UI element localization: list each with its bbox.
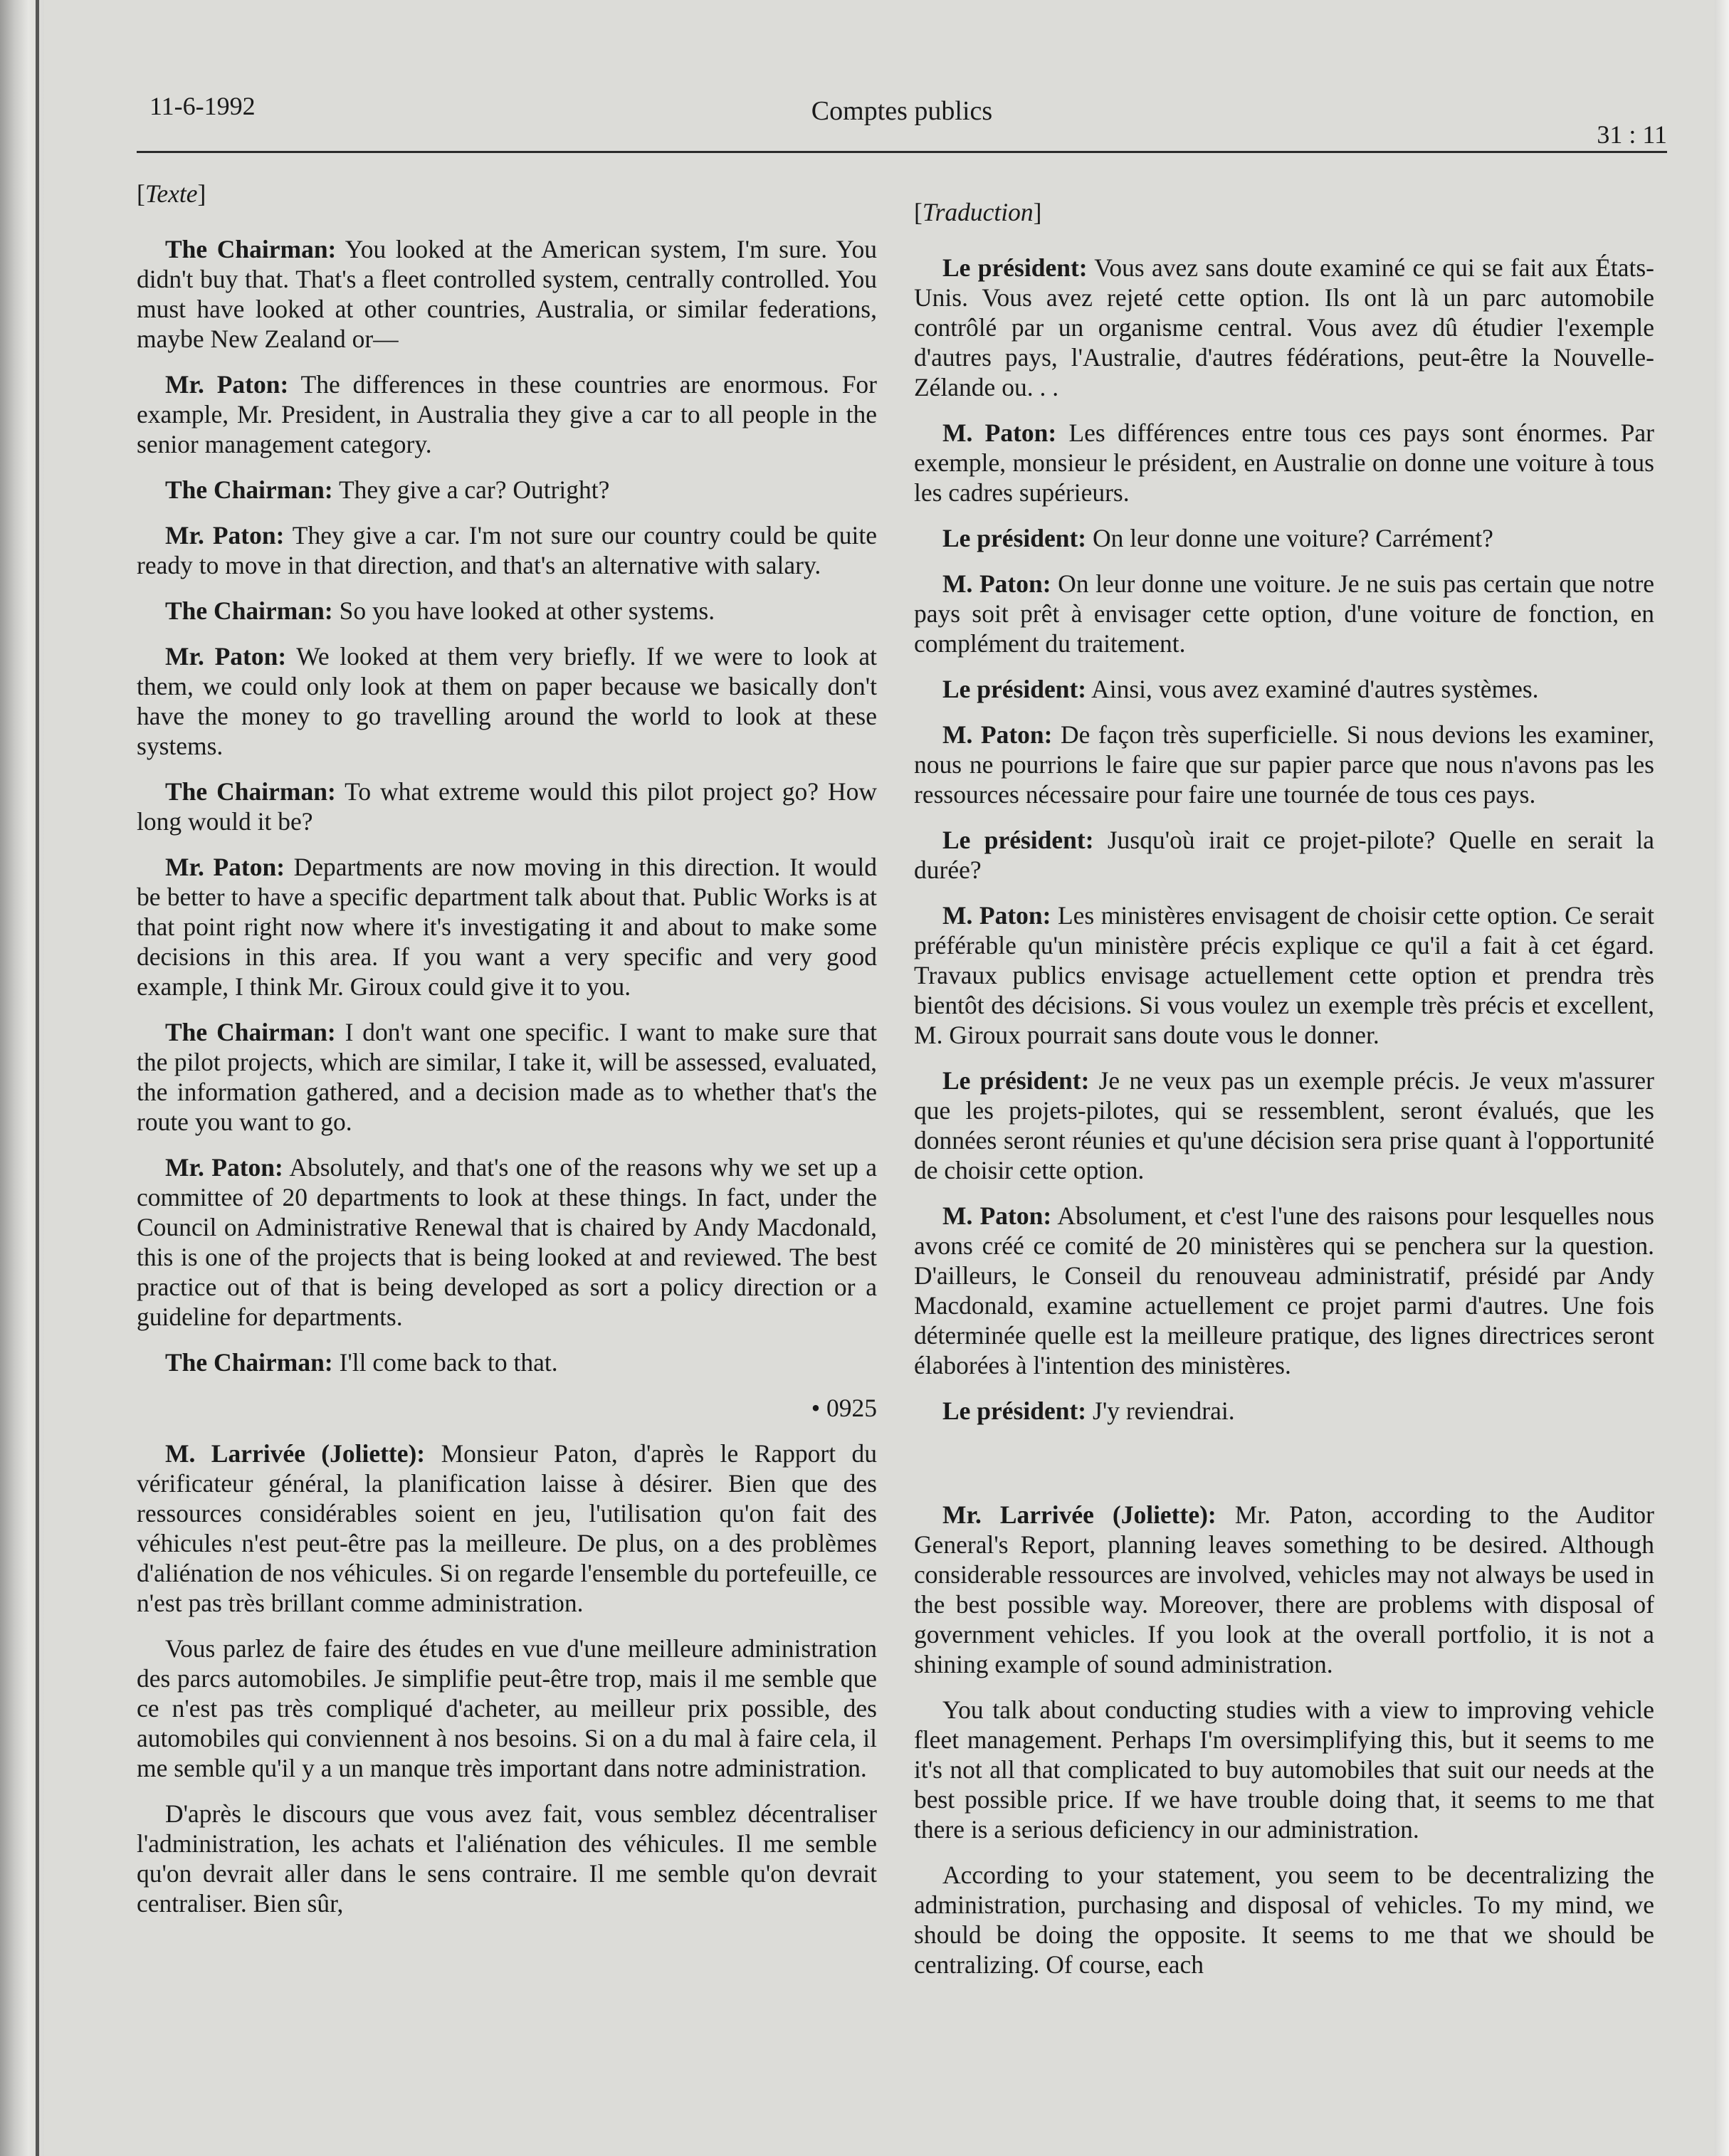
transcript-paragraph <box>914 1860 1654 1979</box>
paragraph-text: On leur donne une voiture? Carrément? <box>1093 524 1493 552</box>
paragraph-text: They give a car. I'm not sure our country could be quite ready to move in that direction, and that's an alternative with salary. <box>137 521 878 579</box>
paragraph-text: I'll come back to that. <box>339 1348 558 1377</box>
transcript-paragraph <box>137 641 877 761</box>
transcript-paragraph <box>137 1439 877 1618</box>
paragraph-text: Vous avez sans doute examiné ce qui se fait aux États-Unis. Vous avez rejeté cette option. Ils ont là un parc automobile contrôlé par un organisme central. Vous avez dû étudier l'exemple d'autres pays, l'Australie, d'autres fédérations, peut-être la Nouvelle-Zélande ou. . . <box>914 253 1654 401</box>
paragraph-text: We looked at them very briefly. If we were to look at them, we could only look at them on paper because we basically don't have the money to go travelling around the world to look at these systems. <box>137 642 877 760</box>
paragraph-text: I don't want one specific. I want to make sure that the pilot projects, which are similar, I take it, will be assessed, evaluated, the information gathered, and a decision made as to whether that's the route you want to go. <box>137 1018 877 1136</box>
speaker-name: Le président: <box>942 253 1088 282</box>
transcript-paragraph <box>914 253 1654 402</box>
speaker-name: Le président: <box>942 1397 1087 1425</box>
transcript-paragraph <box>137 852 877 1001</box>
transcript-paragraph <box>914 900 1654 1050</box>
speaker-name: The Chairman: <box>165 1018 336 1046</box>
transcript-paragraph <box>137 777 877 836</box>
paragraph-text: Absolutely, and that's one of the reasons why we set up a committee of 20 departments to look at these things. In fact, under the Council on Administrative Renewal that is chaired by Andy Macdonald, this is one of the projects that is being looked at and reviewed. The best practice out of that is being developed as sort a policy direction or a guideline for departments. <box>137 1153 877 1331</box>
header-date: 11-6-1992 <box>149 92 256 120</box>
right-paragraphs-after <box>914 1500 1654 1979</box>
speaker-name: M. Paton: <box>942 419 1057 447</box>
right-paragraphs <box>914 253 1654 1426</box>
transcript-paragraph <box>137 1347 877 1377</box>
transcript-paragraph <box>914 418 1654 508</box>
transcript-paragraph <box>914 1500 1654 1679</box>
transcript-paragraph <box>914 674 1654 704</box>
transcript-paragraph <box>914 1201 1654 1380</box>
transcript-paragraph <box>137 475 877 505</box>
transcript-paragraph <box>137 1799 877 1918</box>
left-paragraphs <box>137 234 877 1377</box>
page-binding-edge <box>0 0 44 2156</box>
column-tag: [Texte] <box>137 179 206 208</box>
paragraph-text: Je ne veux pas un exemple précis. Je veux m'assurer que les projets-pilotes, qui se ressemblent, seront évalués, que les données seront réunies et qu'une décision sera prise quant à l'opportunité de choisir cette option. <box>914 1066 1654 1184</box>
speaker-name: Mr. Paton: <box>165 521 285 549</box>
speaker-name: M. Paton: <box>942 1201 1052 1230</box>
paragraph-text: On leur donne une voiture. Je ne suis pas certain que notre pays soit prêt à envisager cette option, d'une voiture de fonction, en complément du traitement. <box>914 569 1654 658</box>
speaker-name: Le président: <box>942 675 1087 703</box>
paragraph-text: You talk about conducting studies with a view to improving vehicle fleet management. Perhaps I'm oversimplifying this, but it seems to me it's not all that complicated to buy automobiles that suit our needs at the best possible price. If we have trouble doing that, it seems to me that there is a serious deficiency in our administration. <box>914 1695 1654 1844</box>
transcript-paragraph <box>137 1634 877 1783</box>
paragraph-text: Vous parlez de faire des études en vue d'une meilleure administration des parcs automobiles. Je simplifie peut-être trop, mais il me semble que ce n'est pas très compliqué d'acheter, au meilleur prix possible, des automobiles qui conviennent à nos besoins. Si on a du mal à faire cela, il me semble qu'il y a un manque très important dans notre administration. <box>137 1634 877 1782</box>
speaker-name: Mr. Larrivée (Joliette): <box>942 1500 1216 1529</box>
paragraph-text: To what extreme would this pilot project go? How long would it be? <box>137 777 877 836</box>
page-header <box>137 85 1667 153</box>
document-page <box>137 85 1667 1979</box>
time-marker: • 0925 <box>811 1394 877 1422</box>
paragraph-text: The differences in these countries are enormous. For example, Mr. President, in Australia they give a car to all people in the senior management category. <box>137 370 878 458</box>
transcript-paragraph <box>914 1695 1654 1844</box>
transcript-paragraph <box>914 825 1654 885</box>
speaker-name: Mr. Paton: <box>165 853 285 881</box>
transcript-paragraph <box>137 520 877 580</box>
transcript-paragraph <box>137 1017 877 1137</box>
header-page-number: 31 : 11 <box>1597 120 1667 149</box>
speaker-name: The Chairman: <box>165 1348 333 1377</box>
transcript-paragraph <box>137 596 877 626</box>
transcript-paragraph <box>137 234 877 354</box>
speaker-name: The Chairman: <box>165 596 333 625</box>
paragraph-text: Departments are now moving in this direction. It would be better to have a specific department talk about that. Public Works is at that point right now where it's investigating it and about to make some decisions in this area. If you want a very specific and very good example, I think Mr. Giroux could give it to you. <box>137 853 878 1001</box>
paragraph-text: Ainsi, vous avez examiné d'autres systèmes. <box>1091 675 1539 703</box>
transcript-paragraph <box>137 369 877 459</box>
speaker-name: Le président: <box>942 524 1087 552</box>
transcript-paragraph <box>914 1066 1654 1185</box>
time-marker-gap <box>914 1441 1654 1500</box>
binding-line <box>36 0 39 2156</box>
paragraph-text: They give a car? Outright? <box>338 475 610 504</box>
right-column <box>914 197 1654 1995</box>
speaker-name: Le président: <box>942 1066 1090 1095</box>
left-paragraphs-after <box>137 1439 877 1918</box>
transcript-paragraph <box>914 523 1654 553</box>
paragraph-text: You looked at the American system, I'm sure. You didn't buy that. That's a fleet controlled system, centrally controlled. You must have looked at other countries, Australia, or similar federations, maybe New Zealand or— <box>137 235 877 353</box>
paragraph-text: De façon très superficielle. Si nous devions les examiner, nous ne pourrions le faire que sur papier parce que nous n'avons pas les ressources nécessaire pour faire une tournée de tous ces pays. <box>914 720 1654 809</box>
paragraph-text: According to your statement, you seem to be decentralizing the administration, purchasing and disposal of vehicles. To my mind, we should be doing the opposite. It seems to me that we should be centralizing. Of course, each <box>914 1861 1654 1979</box>
paragraph-text: Les différences entre tous ces pays sont énormes. Par exemple, monsieur le président, en Australie on donne une voiture à tous les cadres supérieurs. <box>914 419 1654 507</box>
transcript-paragraph <box>914 1396 1654 1426</box>
speaker-name: Mr. Paton: <box>165 370 289 399</box>
transcript-paragraph <box>137 1152 877 1332</box>
paragraph-text: Absolument, et c'est l'une des raisons pour lesquelles nous avons créé ce comité de 20 ministères qui se penchera sur la question. D'ailleurs, le Conseil du renouveau administratif, présidé par Andy Macdonald, examine actuellement ce projet parmi d'autres. Une fois déterminée quelle est la meilleure pratique, des lignes directrices seront élaborées à l'intention des ministères. <box>914 1201 1654 1379</box>
paragraph-text: Jusqu'où irait ce projet-pilote? Quelle en serait la durée? <box>914 826 1654 884</box>
speaker-name: M. Paton: <box>942 569 1051 598</box>
left-column <box>137 179 877 1934</box>
transcript-paragraph <box>914 720 1654 809</box>
paragraph-text: Les ministères envisagent de choisir cette option. Ce serait préférable qu'un ministère précis explique ce qu'il a fait à cet égard. Travaux publics envisage actuellement cette option et prendra très bientôt des décisions. Si vous voulez un exemple très précis et excellent, M. Giroux pourrait sans doute vous le donner. <box>914 901 1654 1049</box>
paragraph-text: Mr. Paton, according to the Auditor General's Report, planning leaves something to be desired. Although considerable ressources are involved, vehicles may not always be used in the best possible way. Moreover, there are problems with disposal of government vehicles. If you look at the overall portfolio, it is not a shining example of sound administration. <box>914 1500 1655 1678</box>
paragraph-text: So you have looked at other systems. <box>339 596 715 625</box>
speaker-name: M. Paton: <box>942 720 1053 749</box>
transcript-paragraph <box>914 569 1654 658</box>
header-title: Comptes publics <box>811 96 993 126</box>
column-tag: [Traduction] <box>914 198 1042 226</box>
speaker-name: M. Paton: <box>942 901 1051 930</box>
speaker-name: The Chairman: <box>165 777 336 806</box>
speaker-name: The Chairman: <box>165 235 337 263</box>
speaker-name: Le président: <box>942 826 1094 854</box>
speaker-name: The Chairman: <box>165 475 333 504</box>
paragraph-text: Monsieur Paton, d'après le Rapport du vérificateur général, la planification laisse à désirer. Bien que des ressources considérables soient en jeu, l'utilisation qu'on fait des véhicules n'est peut-être pas la meilleure. De plus, on a des problèmes d'aliénation de nos véhicules. Si on regarde l'ensemble du portefeuille, ce n'est pas très brillant comme administration. <box>137 1439 877 1617</box>
speaker-name: M. Larrivée (Joliette): <box>165 1439 426 1468</box>
paragraph-text: J'y reviendrai. <box>1093 1397 1235 1425</box>
speaker-name: Mr. Paton: <box>165 642 287 671</box>
page-right-edge <box>1715 0 1729 2156</box>
paragraph-text: D'après le discours que vous avez fait, vous semblez décentraliser l'administration, les achats et l'aliénation des véhicules. Il me semble qu'on devrait aller dans le sens contraire. Il me semble qu'on devrait centraliser. Bien sûr, <box>137 1799 877 1918</box>
speaker-name: Mr. Paton: <box>165 1153 283 1182</box>
